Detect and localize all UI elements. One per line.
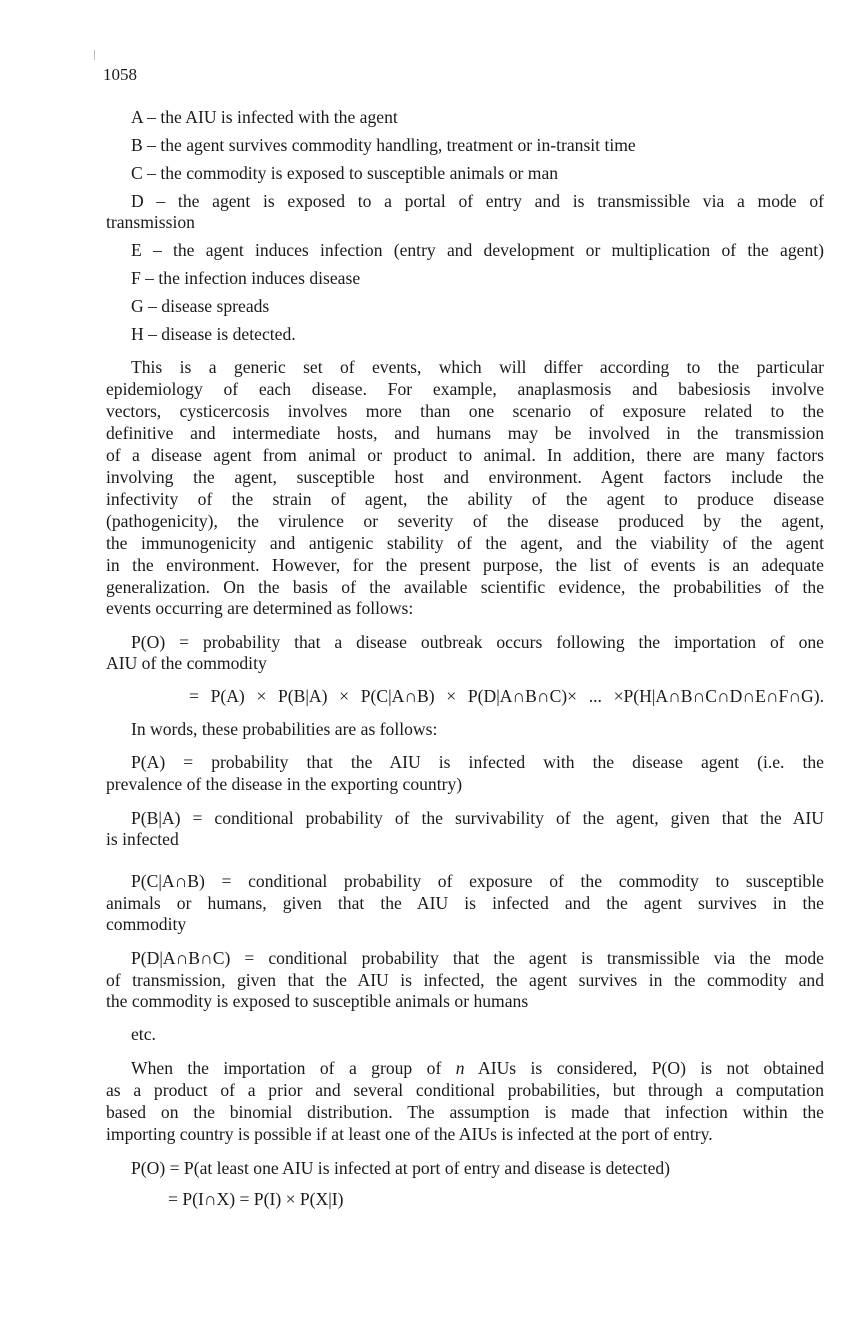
text-segment: prevalence of the disease in the exporting country) [106,774,463,794]
text-line [106,400,824,422]
text-segment: as a product of a prior and several conditional probabilities, but through a computation [106,1080,824,1100]
text-segment: animals or humans, given that the AIU is infected and the agent survives in the [106,893,824,913]
text-line [131,718,437,740]
text-line [189,685,824,707]
text-segment: is infected [106,829,179,849]
text-segment: E – the agent induces infection (entry and development or multiplication of the agent) [131,240,824,260]
text-segment: (pathogenicity), the virulence or severity of the disease produced by the agent, [106,511,824,531]
text-line [131,947,824,969]
text-segment: In words, these probabilities are as follows: [131,719,438,739]
text-segment: = P(I∩X) = P(I) × P(X|I) [168,1189,344,1209]
text-line [131,356,824,378]
text-segment: C – the commodity is exposed to susceptible animals or man [131,163,559,183]
text-segment: P(A) = probability that the AIU is infected with the disease agent (i.e. the [131,752,824,772]
text-line [106,532,824,554]
text-line [131,106,398,128]
text-line [106,597,413,619]
text-segment: of transmission, given that the AIU is infected, the agent survives in the commodity and [106,970,824,990]
text-segment: = P(A) × P(B|A) × P(C|A∩B) × P(D|A∩B∩C)× ... ×P(H|A∩B∩C∩D∩E∩F∩G). [189,686,824,706]
text-segment: commodity [106,914,187,934]
text-segment: B – the agent survives commodity handling, treatment or in-transit time [131,135,636,155]
text-segment: of a disease agent from animal or product to animal. In addition, there are many factors [106,445,824,465]
text-line [106,1079,824,1101]
text-line [131,870,824,892]
text-segment: AIU of the commodity [106,653,267,673]
text-line [106,913,186,935]
text-line [106,554,824,576]
text-line [106,969,824,991]
text-segment: P(O) = P(at least one AIU is infected at port of entry and disease is detected) [131,1158,671,1178]
text-segment: P(C|A∩B) = conditional probability of exposure of the commodity to susceptible [131,871,824,891]
text-segment: P(O) = probability that a disease outbreak occurs following the importation of one [131,632,824,652]
text-segment: definitive and intermediate hosts, and humans may be involved in the transmission [106,423,824,443]
text-segment: generalization. On the basis of the available scientific evidence, the probabilities of the [106,577,824,597]
text-segment: the commodity is exposed to susceptible animals or humans [106,991,529,1011]
text-segment: events occurring are determined as follows: [106,598,414,618]
text-line [131,295,269,317]
text-segment: involving the agent, susceptible host and environment. Agent factors include the [106,467,824,487]
text-line [106,211,195,233]
text-line [106,466,824,488]
text-segment: F – the infection induces disease [131,268,361,288]
text-segment: G – disease spreads [131,296,270,316]
text-segment: importing country is possible if at least one of the AIUs is infected at the port of entry. [106,1124,713,1144]
text-line [106,773,462,795]
text-line [106,652,267,674]
text-line [131,1023,156,1045]
page-number: 1058 [103,65,137,84]
text-line [106,488,824,510]
text-segment: When the importation of a group of [131,1058,442,1078]
text-segment: vectors, cysticercosis involves more than one scenario of exposure related to the [106,401,824,421]
text-line [131,751,824,773]
text-segment: This is a generic set of events, which will differ according to the particular [131,357,824,377]
text-line [131,190,824,212]
text-line [106,892,824,914]
text-line [106,510,824,532]
text-segment: in the environment. However, for the present purpose, the list of events is an adequate [106,555,824,575]
text-line [131,239,824,261]
text-segment: epidemiology of each disease. For example, anaplasmosis and babesiosis involve [106,379,824,399]
text-line [168,1188,343,1210]
text-line [131,323,296,345]
text-segment: P(D|A∩B∩C) = conditional probability that the agent is transmissible via the mode [131,948,824,968]
text-segment: transmission [106,212,195,232]
text-line [106,444,824,466]
text-line [131,1157,670,1179]
text-line [131,134,636,156]
text-line [106,990,528,1012]
margin-mark [94,50,95,60]
text-line [106,378,824,400]
text-segment: the immunogenicity and antigenic stability of the agent, and the viability of the agent [106,533,824,553]
text-segment: D – the agent is exposed to a portal of entry and is transmissible via a mode of [131,191,824,211]
text-line [131,807,824,829]
text-line [106,576,824,598]
text-line [131,162,558,184]
text-line [131,631,824,653]
text-line [106,1123,713,1145]
text-segment: etc. [131,1024,156,1044]
text-line [106,1101,824,1123]
text-segment: based on the binomial distribution. The assumption is made that infection within the [106,1102,824,1122]
text-line [131,267,360,289]
text-segment: P(B|A) = conditional probability of the survivability of the agent, given that the AIU [131,808,824,828]
text-segment: AIUs is considered, P(O) is not obtained [478,1058,824,1078]
text-segment: H – disease is detected. [131,324,296,344]
text-segment: infectivity of the strain of agent, the ability of the agent to produce disease [106,489,824,509]
text-line [106,422,824,444]
text-line [131,1057,824,1079]
text-line [106,828,179,850]
text-segment: A – the AIU is infected with the agent [131,107,398,127]
italic-variable: n [455,1058,465,1078]
